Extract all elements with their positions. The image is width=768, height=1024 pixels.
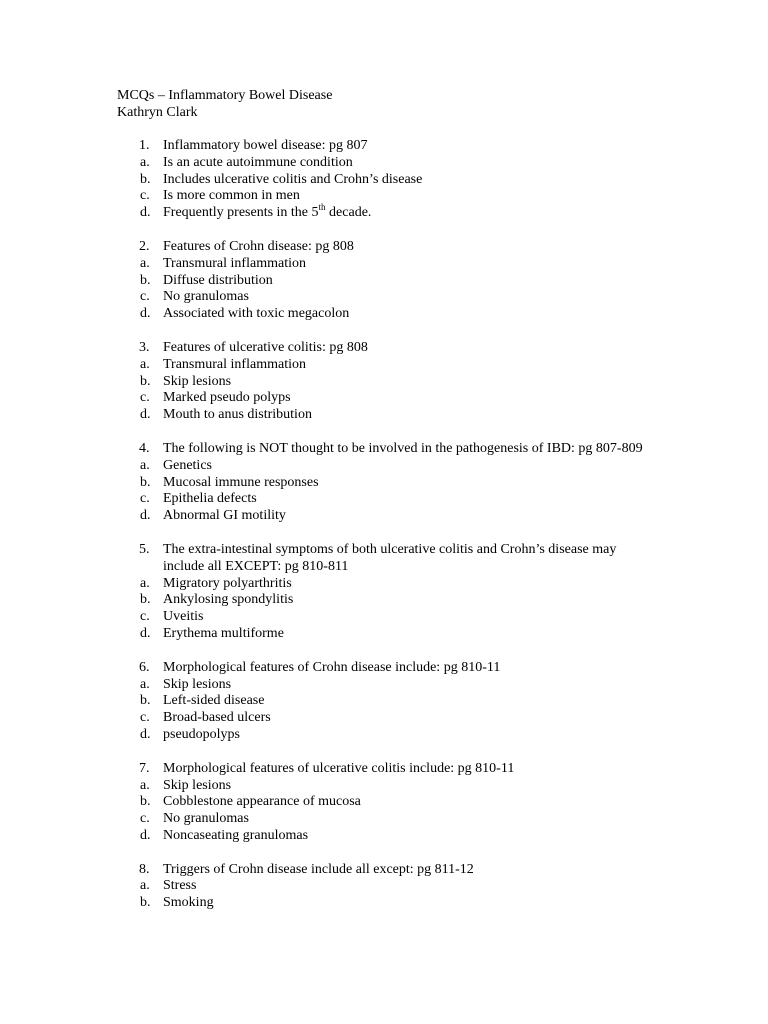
option-text: Ankylosing spondylitis — [163, 592, 294, 608]
answer-option — [117, 357, 657, 374]
answer-option — [117, 727, 657, 744]
answer-option — [117, 491, 657, 508]
answer-option — [117, 256, 657, 273]
answer-option — [117, 475, 657, 492]
question-number: 4. — [139, 440, 150, 456]
option-text: pseudopolyps — [163, 726, 240, 742]
option-text: Epithelia defects — [163, 491, 257, 507]
option-text: Skip lesions — [163, 676, 232, 692]
question-item — [117, 660, 657, 744]
option-text: Is an acute autoimmune condition — [163, 154, 353, 170]
answer-option — [117, 794, 657, 811]
answer-option — [117, 609, 657, 626]
question-stem-row — [117, 138, 657, 155]
option-letter: c. — [140, 710, 150, 726]
option-letter: d. — [140, 625, 151, 641]
option-letter: b. — [140, 693, 151, 709]
option-letter: c. — [140, 811, 150, 827]
answer-option — [117, 677, 657, 694]
option-text: Erythema multiforme — [163, 625, 284, 641]
option-letter: b. — [140, 794, 151, 810]
answer-option — [117, 693, 657, 710]
option-text: Transmural inflammation — [163, 255, 306, 271]
answer-option — [117, 626, 657, 643]
answer-option — [117, 576, 657, 593]
option-text: Broad-based ulcers — [163, 710, 271, 726]
option-letter: d. — [140, 726, 151, 742]
question-stem: Inflammatory bowel disease: pg 807 — [163, 138, 368, 153]
option-text: Diffuse distribution — [163, 272, 273, 288]
answer-option — [117, 878, 657, 895]
question-stem-row — [117, 862, 657, 879]
answer-option — [117, 407, 657, 424]
question-stem-row — [117, 340, 657, 357]
option-letter: c. — [140, 491, 150, 507]
option-text: Migratory polyarthritis — [163, 575, 292, 591]
option-letter: c. — [140, 188, 150, 204]
option-letter: a. — [140, 878, 150, 894]
option-letter: d. — [140, 205, 151, 221]
option-letter: b. — [140, 474, 151, 490]
question-number: 3. — [139, 339, 150, 355]
option-text: Cobblestone appearance of mucosa — [163, 794, 361, 810]
option-letter: c. — [140, 390, 150, 406]
option-text: Skip lesions — [163, 777, 232, 793]
question-item — [117, 239, 657, 323]
option-letter: b. — [140, 171, 151, 187]
option-text: Marked pseudo polyps — [163, 390, 291, 406]
option-letter: b. — [140, 272, 151, 288]
option-letter: a. — [140, 575, 150, 591]
question-number: 6. — [139, 659, 150, 675]
question-number: 2. — [139, 238, 150, 254]
option-letter: a. — [140, 154, 150, 170]
document-title: MCQs – Inflammatory Bowel Disease — [117, 88, 333, 103]
option-text: Is more common in men — [163, 188, 300, 204]
option-text: Skip lesions — [163, 373, 232, 389]
answer-option — [117, 592, 657, 609]
question-item — [117, 138, 657, 222]
question-number: 1. — [139, 138, 150, 153]
option-letter: b. — [140, 592, 151, 608]
question-item — [117, 441, 657, 525]
answer-option — [117, 828, 657, 845]
question-number: 7. — [139, 760, 150, 776]
answer-option — [117, 155, 657, 172]
option-text: Left-sided disease — [163, 693, 265, 709]
option-letter: c. — [140, 609, 150, 625]
answer-option — [117, 273, 657, 290]
option-text: Mucosal immune responses — [163, 474, 319, 490]
document-header — [117, 87, 332, 121]
option-text: Smoking — [163, 895, 214, 911]
question-number: 5. — [139, 541, 150, 557]
question-list — [117, 138, 657, 929]
answer-option — [117, 778, 657, 795]
option-text: Includes ulcerative colitis and Crohn’s disease — [163, 171, 423, 187]
answer-option — [117, 306, 657, 323]
option-text: Noncaseating granulomas — [163, 827, 309, 843]
question-stem-row — [117, 660, 657, 677]
option-text: No granulomas — [163, 289, 249, 305]
question-item — [117, 340, 657, 424]
option-letter: a. — [140, 255, 150, 271]
question-item — [117, 862, 657, 912]
author-name: Kathryn Clark — [117, 105, 198, 120]
option-text: Frequently presents in the 5th decade. — [163, 201, 372, 221]
option-text: No granulomas — [163, 811, 249, 827]
answer-option — [117, 811, 657, 828]
question-stem: Features of ulcerative colitis: pg 808 — [163, 339, 368, 355]
option-text: Transmural inflammation — [163, 356, 306, 372]
option-text: Uveitis — [163, 609, 204, 625]
option-letter: b. — [140, 895, 151, 911]
answer-option — [117, 895, 657, 912]
answer-option — [117, 458, 657, 475]
option-text: Genetics — [163, 457, 212, 473]
question-stem: Features of Crohn disease: pg 808 — [163, 238, 354, 254]
option-letter: d. — [140, 827, 151, 843]
option-letter: a. — [140, 777, 150, 793]
question-stem: Morphological features of ulcerative colitis include: pg 810-11 — [163, 760, 515, 776]
option-letter: a. — [140, 676, 150, 692]
question-stem-row — [117, 441, 657, 458]
option-letter: d. — [140, 306, 151, 322]
option-letter: c. — [140, 289, 150, 305]
answer-option — [117, 508, 657, 525]
answer-option — [117, 172, 657, 189]
superscript: th — [318, 201, 326, 212]
option-letter: d. — [140, 407, 151, 423]
option-letter: b. — [140, 373, 151, 389]
question-stem-row — [117, 239, 657, 256]
question-stem: The extra-intestinal symptoms of both ulcerative colitis and Crohn’s disease may include all EXCEPT: pg 810-811 — [163, 541, 617, 574]
answer-option — [117, 188, 657, 205]
option-text: Abnormal GI motility — [163, 508, 286, 524]
answer-option — [117, 374, 657, 391]
question-stem: The following is NOT thought to be involved in the pathogenesis of IBD: pg 807-809 — [163, 440, 643, 456]
answer-option — [117, 710, 657, 727]
option-letter: a. — [140, 457, 150, 473]
answer-option — [117, 289, 657, 306]
option-text: Stress — [163, 878, 197, 894]
option-text: Mouth to anus distribution — [163, 407, 312, 423]
option-letter: d. — [140, 508, 151, 524]
answer-option — [117, 390, 657, 407]
question-item — [117, 542, 657, 643]
answer-option — [117, 201, 657, 222]
question-number: 8. — [139, 861, 150, 877]
option-text: Associated with toxic megacolon — [163, 306, 350, 322]
question-stem: Morphological features of Crohn disease include: pg 810-11 — [163, 659, 501, 675]
question-item — [117, 761, 657, 845]
option-letter: a. — [140, 356, 150, 372]
question-stem: Triggers of Crohn disease include all except: pg 811-12 — [163, 861, 474, 877]
question-stem-row — [117, 542, 657, 576]
question-stem-row — [117, 761, 657, 778]
